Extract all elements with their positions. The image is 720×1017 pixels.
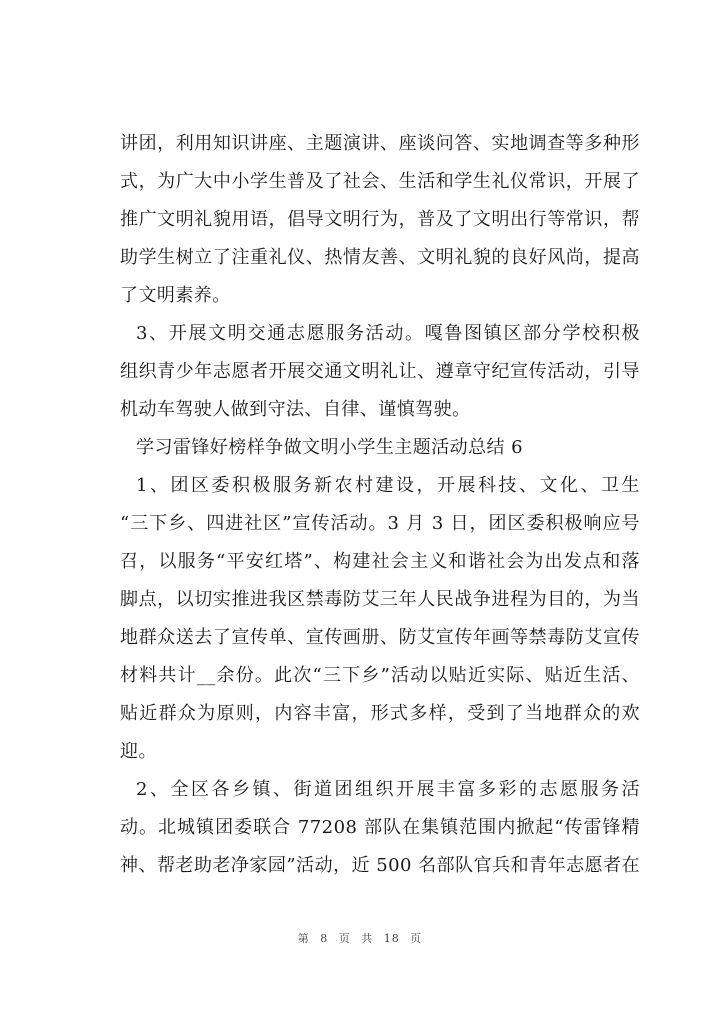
text-line: 组织青少年志愿者开展交通文明礼让、遵章守纪宣传活动，引导 — [120, 361, 640, 382]
text-line: 推广文明礼貌用语，倡导文明行为，普及了文明出行等常识，帮 — [120, 209, 640, 230]
text-line: 1、团区委积极服务新农村建设，开展科技、文化、卫生 — [136, 475, 640, 496]
text-line: 式，为广大中小学生普及了社会、生活和学生礼仪常识，开展了 — [120, 171, 640, 192]
text-line: 机动车驾驶人做到守法、自律、谨慎驾驶。 — [120, 399, 471, 420]
text-line: 材料共计__余份。此次“三下乡”活动以贴近实际、贴近生活、 — [120, 665, 640, 686]
text-line: 神、帮老助老净家园”活动，近 500 名部队官兵和青年志愿者在 — [120, 855, 640, 876]
text-line: 迎。 — [120, 741, 157, 762]
text-line: 脚点，以切实推进我区禁毒防艾三年人民战争进程为目的，为当 — [120, 589, 640, 610]
text-line: 讲团，利用知识讲座、主题演讲、座谈问答、实地调查等多种形 — [120, 133, 640, 154]
text-line: 了文明素养。 — [120, 285, 231, 306]
text-line: 助学生树立了注重礼仪、热情友善、文明礼貌的良好风尚，提高 — [120, 247, 640, 268]
page-number-footer: 第 8 页 共 18 页 — [297, 932, 423, 945]
section-heading: 学习雷锋好榜样争做文明小学生主题活动总结 6 — [136, 437, 524, 458]
text-line: 3、开展文明交通志愿服务活动。嘎鲁图镇区部分学校积极 — [136, 323, 640, 344]
text-line: 地群众送去了宣传单、宣传画册、防艾宣传年画等禁毒防艾宣传 — [120, 627, 640, 648]
text-line: “三下乡、四进社区”宣传活动。3 月 3 日，团区委积极响应号 — [120, 513, 640, 534]
text-line: 动。北城镇团委联合 77208 部队在集镇范围内掀起“传雷锋精 — [120, 817, 640, 838]
text-line: 2、全区各乡镇、街道团组织开展丰富多彩的志愿服务活 — [136, 779, 640, 800]
text-line: 贴近群众为原则，内容丰富，形式多样，受到了当地群众的欢 — [120, 703, 640, 724]
text-line: 召，以服务“平安红塔”、构建社会主义和谐社会为出发点和落 — [120, 551, 640, 572]
